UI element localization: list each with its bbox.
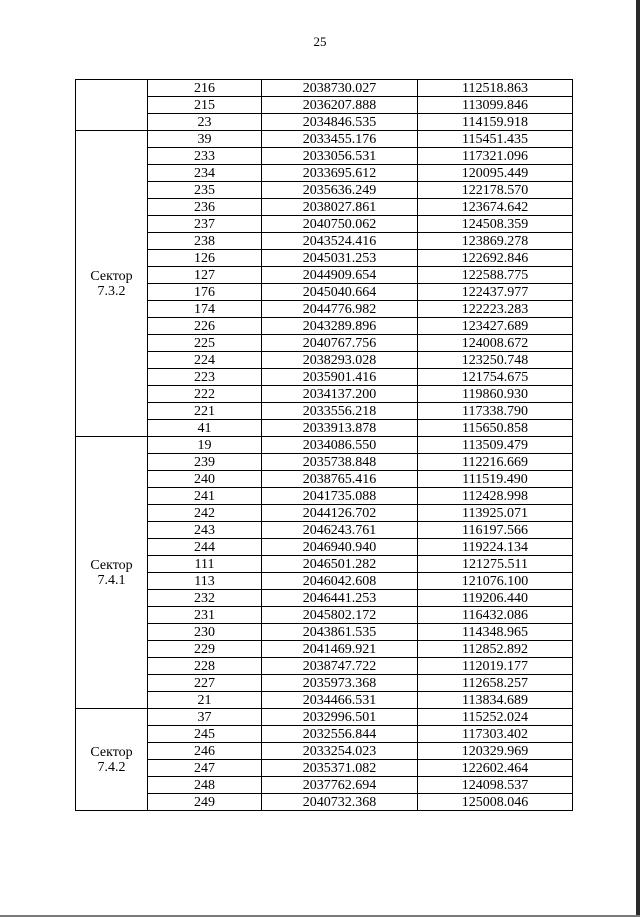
- x-coordinate-cell: 2046940.940: [262, 539, 418, 556]
- y-coordinate-cell: 117338.790: [418, 403, 573, 420]
- x-coordinate-cell: 2038730.027: [262, 80, 418, 97]
- y-coordinate-cell: 115451.435: [418, 131, 573, 148]
- point-number-cell: 247: [148, 760, 262, 777]
- point-number-cell: 215: [148, 97, 262, 114]
- point-number-cell: 174: [148, 301, 262, 318]
- table-row: [76, 488, 573, 505]
- sector-cell: [76, 709, 148, 811]
- table-row: [76, 165, 573, 182]
- x-coordinate-cell: 2040750.062: [262, 216, 418, 233]
- point-number-cell: 113: [148, 573, 262, 590]
- table-row: [76, 131, 573, 148]
- table-row: [76, 709, 573, 726]
- point-number-cell: 41: [148, 420, 262, 437]
- table-row: [76, 403, 573, 420]
- x-coordinate-cell: 2045040.664: [262, 284, 418, 301]
- point-number-cell: 246: [148, 743, 262, 760]
- x-coordinate-cell: 2034846.535: [262, 114, 418, 131]
- point-number-cell: 39: [148, 131, 262, 148]
- x-coordinate-cell: 2040732.368: [262, 794, 418, 811]
- table-row: [76, 284, 573, 301]
- y-coordinate-cell: 113099.846: [418, 97, 573, 114]
- x-coordinate-cell: 2046243.761: [262, 522, 418, 539]
- x-coordinate-cell: 2040767.756: [262, 335, 418, 352]
- table-row: [76, 522, 573, 539]
- point-number-cell: 229: [148, 641, 262, 658]
- y-coordinate-cell: 113509.479: [418, 437, 573, 454]
- y-coordinate-cell: 117321.096: [418, 148, 573, 165]
- sector-number: 7.4.2: [97, 759, 126, 775]
- y-coordinate-cell: 121754.675: [418, 369, 573, 386]
- table-row: [76, 658, 573, 675]
- point-number-cell: 230: [148, 624, 262, 641]
- point-number-cell: 240: [148, 471, 262, 488]
- y-coordinate-cell: 123869.278: [418, 233, 573, 250]
- point-number-cell: 37: [148, 709, 262, 726]
- y-coordinate-cell: 115252.024: [418, 709, 573, 726]
- table-row: [76, 454, 573, 471]
- table-row: [76, 624, 573, 641]
- x-coordinate-cell: 2046042.608: [262, 573, 418, 590]
- table-row: [76, 335, 573, 352]
- x-coordinate-cell: 2033556.218: [262, 403, 418, 420]
- table-row: [76, 607, 573, 624]
- y-coordinate-cell: 112658.257: [418, 675, 573, 692]
- point-number-cell: 245: [148, 726, 262, 743]
- sector-cell: [76, 80, 148, 131]
- page-number: 25: [313, 34, 327, 49]
- y-coordinate-cell: 122178.570: [418, 182, 573, 199]
- x-coordinate-cell: 2045031.253: [262, 250, 418, 267]
- point-number-cell: 176: [148, 284, 262, 301]
- y-coordinate-cell: 124098.537: [418, 777, 573, 794]
- table-row: [76, 148, 573, 165]
- x-coordinate-cell: 2035901.416: [262, 369, 418, 386]
- x-coordinate-cell: 2044776.982: [262, 301, 418, 318]
- point-number-cell: 111: [148, 556, 262, 573]
- point-number-cell: 19: [148, 437, 262, 454]
- y-coordinate-cell: 122602.464: [418, 760, 573, 777]
- x-coordinate-cell: 2041469.921: [262, 641, 418, 658]
- x-coordinate-cell: 2043861.535: [262, 624, 418, 641]
- y-coordinate-cell: 119860.930: [418, 386, 573, 403]
- x-coordinate-cell: 2033254.023: [262, 743, 418, 760]
- x-coordinate-cell: 2032556.844: [262, 726, 418, 743]
- y-coordinate-cell: 114348.965: [418, 624, 573, 641]
- point-number-cell: 23: [148, 114, 262, 131]
- x-coordinate-cell: 2034086.550: [262, 437, 418, 454]
- point-number-cell: 222: [148, 386, 262, 403]
- point-number-cell: 232: [148, 590, 262, 607]
- point-number-cell: 239: [148, 454, 262, 471]
- point-number-cell: 127: [148, 267, 262, 284]
- x-coordinate-cell: 2033056.531: [262, 148, 418, 165]
- table-row: [76, 590, 573, 607]
- y-coordinate-cell: 120095.449: [418, 165, 573, 182]
- point-number-cell: 237: [148, 216, 262, 233]
- y-coordinate-cell: 122223.283: [418, 301, 573, 318]
- x-coordinate-cell: 2043524.416: [262, 233, 418, 250]
- point-number-cell: 243: [148, 522, 262, 539]
- y-coordinate-cell: 111519.490: [418, 471, 573, 488]
- x-coordinate-cell: 2033695.612: [262, 165, 418, 182]
- y-coordinate-cell: 112019.177: [418, 658, 573, 675]
- sector-label: Сектор: [90, 557, 133, 573]
- table-row: [76, 641, 573, 658]
- y-coordinate-cell: 124008.672: [418, 335, 573, 352]
- y-coordinate-cell: 119206.440: [418, 590, 573, 607]
- y-coordinate-cell: 124508.359: [418, 216, 573, 233]
- x-coordinate-cell: 2034466.531: [262, 692, 418, 709]
- point-number-cell: 228: [148, 658, 262, 675]
- table-row: [76, 726, 573, 743]
- y-coordinate-cell: 121076.100: [418, 573, 573, 590]
- y-coordinate-cell: 112428.998: [418, 488, 573, 505]
- x-coordinate-cell: 2044909.654: [262, 267, 418, 284]
- table-row: [76, 250, 573, 267]
- table-row: [76, 420, 573, 437]
- y-coordinate-cell: 113925.071: [418, 505, 573, 522]
- table-row: [76, 267, 573, 284]
- x-coordinate-cell: 2038747.722: [262, 658, 418, 675]
- table-row: [76, 437, 573, 454]
- point-number-cell: 242: [148, 505, 262, 522]
- table-row: [76, 199, 573, 216]
- x-coordinate-cell: 2036207.888: [262, 97, 418, 114]
- y-coordinate-cell: 116197.566: [418, 522, 573, 539]
- table-row: [76, 777, 573, 794]
- point-number-cell: 241: [148, 488, 262, 505]
- point-number-cell: 249: [148, 794, 262, 811]
- table-row: [76, 216, 573, 233]
- x-coordinate-cell: 2043289.896: [262, 318, 418, 335]
- table-row: [76, 794, 573, 811]
- point-number-cell: 216: [148, 80, 262, 97]
- sector-cell: [76, 131, 148, 437]
- point-number-cell: 238: [148, 233, 262, 250]
- x-coordinate-cell: 2035636.249: [262, 182, 418, 199]
- table-row: [76, 471, 573, 488]
- table-row: [76, 97, 573, 114]
- y-coordinate-cell: 123674.642: [418, 199, 573, 216]
- x-coordinate-cell: 2032996.501: [262, 709, 418, 726]
- point-number-cell: 234: [148, 165, 262, 182]
- table-row: [76, 318, 573, 335]
- point-number-cell: 236: [148, 199, 262, 216]
- sector-cell: [76, 437, 148, 709]
- table-row: [76, 301, 573, 318]
- x-coordinate-cell: 2037762.694: [262, 777, 418, 794]
- table-row: [76, 692, 573, 709]
- y-coordinate-cell: 122692.846: [418, 250, 573, 267]
- y-coordinate-cell: 122437.977: [418, 284, 573, 301]
- y-coordinate-cell: 112852.892: [418, 641, 573, 658]
- x-coordinate-cell: 2044126.702: [262, 505, 418, 522]
- x-coordinate-cell: 2041735.088: [262, 488, 418, 505]
- y-coordinate-cell: 120329.969: [418, 743, 573, 760]
- coordinates-table-body: [76, 80, 573, 811]
- y-coordinate-cell: 113834.689: [418, 692, 573, 709]
- y-coordinate-cell: 115650.858: [418, 420, 573, 437]
- sector-number: 7.3.2: [97, 283, 126, 299]
- x-coordinate-cell: 2038293.028: [262, 352, 418, 369]
- page-edge-shadow: [636, 0, 640, 917]
- x-coordinate-cell: 2033455.176: [262, 131, 418, 148]
- x-coordinate-cell: 2038765.416: [262, 471, 418, 488]
- table-row: [76, 539, 573, 556]
- table-row: [76, 573, 573, 590]
- point-number-cell: 231: [148, 607, 262, 624]
- y-coordinate-cell: 122588.775: [418, 267, 573, 284]
- x-coordinate-cell: 2045802.172: [262, 607, 418, 624]
- y-coordinate-cell: 116432.086: [418, 607, 573, 624]
- sector-number: 7.4.1: [97, 572, 126, 588]
- point-number-cell: 21: [148, 692, 262, 709]
- point-number-cell: 244: [148, 539, 262, 556]
- y-coordinate-cell: 114159.918: [418, 114, 573, 131]
- point-number-cell: 233: [148, 148, 262, 165]
- point-number-cell: 248: [148, 777, 262, 794]
- point-number-cell: 225: [148, 335, 262, 352]
- point-number-cell: 126: [148, 250, 262, 267]
- y-coordinate-cell: 112518.863: [418, 80, 573, 97]
- table-row: [76, 114, 573, 131]
- x-coordinate-cell: 2046441.253: [262, 590, 418, 607]
- y-coordinate-cell: 119224.134: [418, 539, 573, 556]
- point-number-cell: 226: [148, 318, 262, 335]
- table-row: [76, 182, 573, 199]
- coordinates-table: [75, 79, 573, 811]
- y-coordinate-cell: 117303.402: [418, 726, 573, 743]
- point-number-cell: 235: [148, 182, 262, 199]
- table-row: [76, 675, 573, 692]
- y-coordinate-cell: 125008.046: [418, 794, 573, 811]
- sector-label: Сектор: [90, 268, 133, 284]
- table-row: [76, 760, 573, 777]
- y-coordinate-cell: 123250.748: [418, 352, 573, 369]
- x-coordinate-cell: 2046501.282: [262, 556, 418, 573]
- table-row: [76, 369, 573, 386]
- table-row: [76, 743, 573, 760]
- table-row: [76, 80, 573, 97]
- table-row: [76, 556, 573, 573]
- x-coordinate-cell: 2034137.200: [262, 386, 418, 403]
- y-coordinate-cell: 121275.511: [418, 556, 573, 573]
- x-coordinate-cell: 2035973.368: [262, 675, 418, 692]
- point-number-cell: 223: [148, 369, 262, 386]
- table-row: [76, 352, 573, 369]
- table-row: [76, 386, 573, 403]
- point-number-cell: 221: [148, 403, 262, 420]
- x-coordinate-cell: 2035738.848: [262, 454, 418, 471]
- point-number-cell: 227: [148, 675, 262, 692]
- table-row: [76, 233, 573, 250]
- x-coordinate-cell: 2033913.878: [262, 420, 418, 437]
- table-row: [76, 505, 573, 522]
- y-coordinate-cell: 123427.689: [418, 318, 573, 335]
- x-coordinate-cell: 2038027.861: [262, 199, 418, 216]
- sector-label: Сектор: [90, 744, 133, 760]
- x-coordinate-cell: 2035371.082: [262, 760, 418, 777]
- point-number-cell: 224: [148, 352, 262, 369]
- y-coordinate-cell: 112216.669: [418, 454, 573, 471]
